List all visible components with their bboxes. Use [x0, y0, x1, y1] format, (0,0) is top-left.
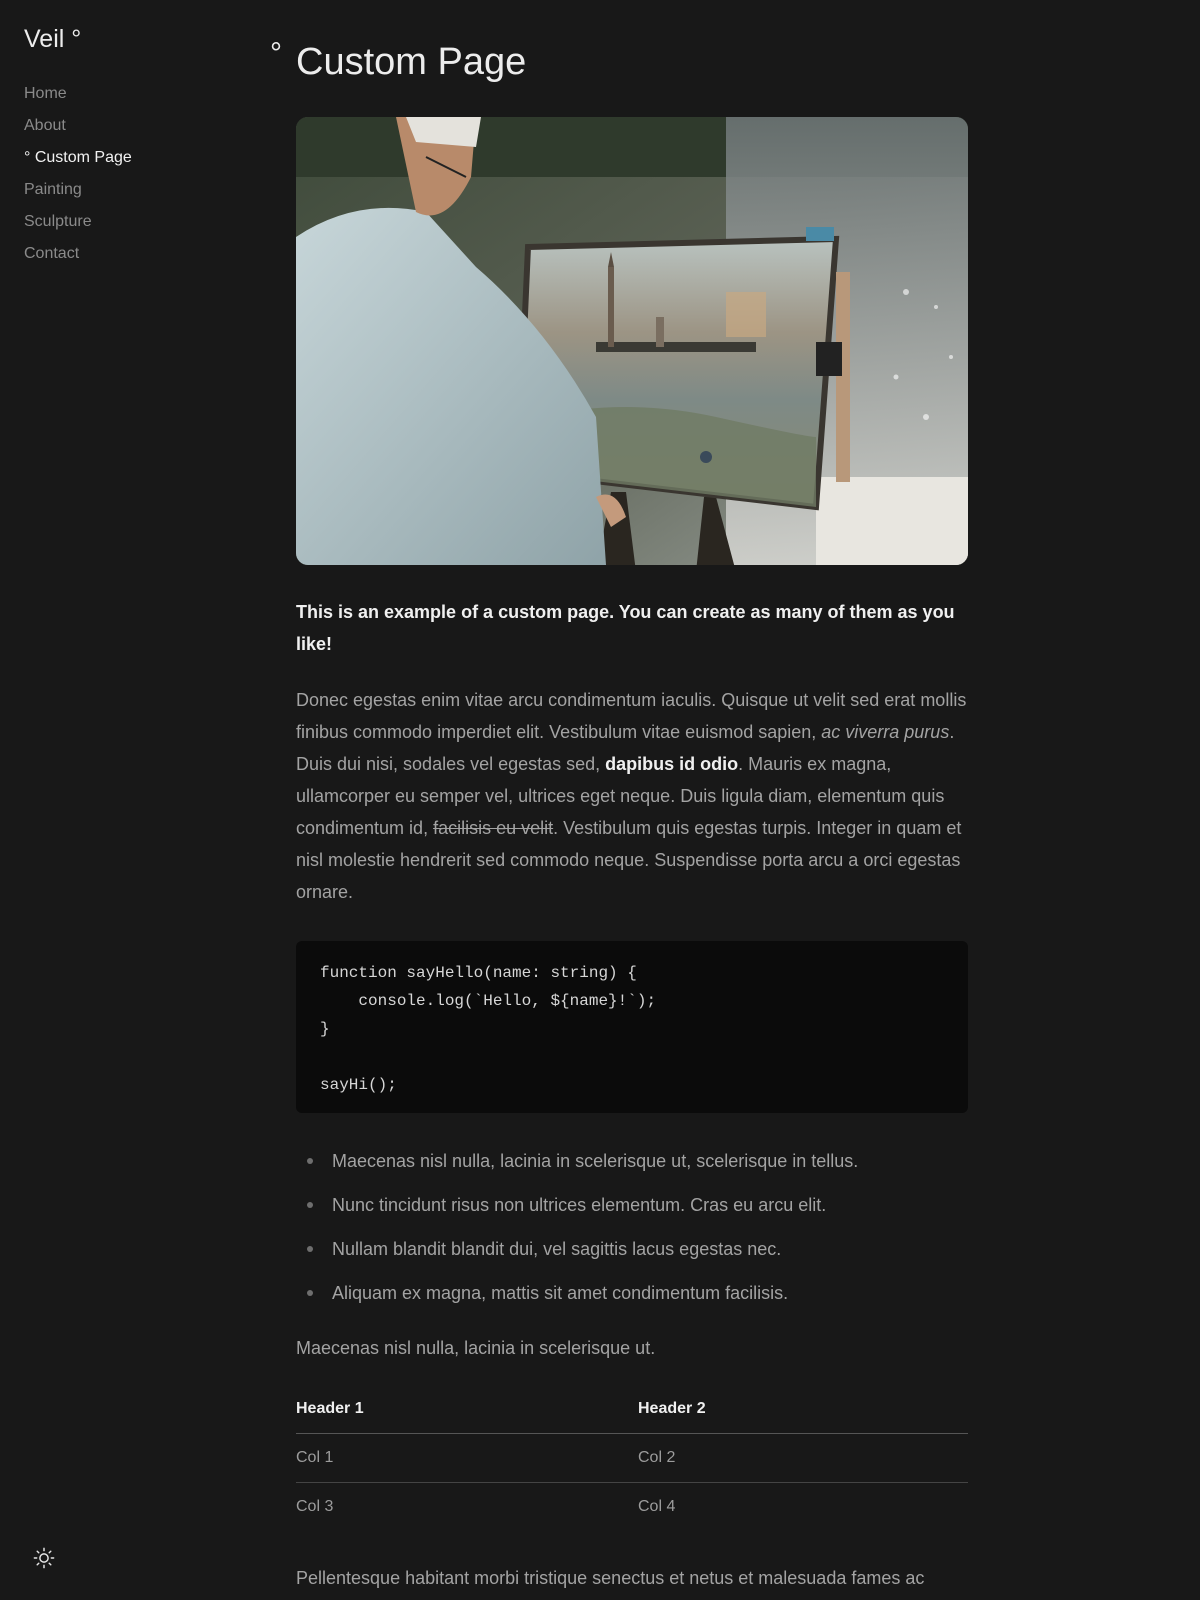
body-bold-text: dapibus id odio	[605, 754, 739, 774]
theme-toggle-button[interactable]	[30, 1544, 58, 1572]
bullet-list	[296, 1139, 968, 1315]
nav-link-home[interactable]: Home	[24, 85, 67, 102]
table-row	[296, 1482, 968, 1531]
table-row	[296, 1433, 968, 1482]
sun-icon	[33, 1547, 55, 1569]
body-italic-text: ac viverra purus	[821, 722, 950, 742]
body-text-4: . Vestibulum quis egestas turpis. Integer in quam et nisl molestie hendrerit sed commodo neque. Suspendisse porta arcu a orci egestas ornare.	[296, 818, 962, 902]
lead-paragraph: This is an example of a custom page. You can create as many of them as you like!	[296, 602, 955, 654]
body-text-2: . Duis dui nisi, sodales vel egestas sed,	[296, 722, 955, 774]
table-header-cell: Header 1	[296, 1385, 638, 1433]
page-title-row	[270, 38, 526, 86]
nav-item-about	[24, 110, 132, 142]
table-cell: Col 4	[638, 1497, 676, 1515]
body-strikethrough-text: facilisis eu velit	[433, 818, 554, 838]
list-item: Maecenas nisl nulla, lacinia in scelerisque ut, scelerisque in tellus.	[296, 1139, 968, 1183]
table-header-cell: Header 2	[638, 1385, 968, 1433]
nav-item-sculpture	[24, 206, 132, 238]
title-degree-mark: °	[270, 37, 282, 70]
site-title[interactable]: Veil °	[24, 25, 82, 53]
nav-link-custom-page[interactable]: ° Custom Page	[24, 149, 132, 166]
code-block: function sayHello(name: string) { console.log(`Hello, ${name}!`); } sayHi();	[296, 941, 968, 1113]
page-title: Custom Page	[296, 41, 527, 83]
hero-image	[296, 117, 968, 565]
nav-link-contact[interactable]: Contact	[24, 245, 80, 262]
data-table	[296, 1385, 968, 1531]
closing-paragraph: Pellentesque habitant morbi tristique senectus et netus et malesuada fames ac	[296, 1568, 925, 1588]
nav-link-sculpture[interactable]: Sculpture	[24, 213, 92, 230]
after-list-paragraph: Maecenas nisl nulla, lacinia in scelerisque ut.	[296, 1338, 656, 1358]
painter-at-easel-photo	[296, 117, 968, 565]
nav-item-home	[24, 78, 132, 110]
nav-item-painting	[24, 174, 132, 206]
table-cell: Col 3	[296, 1497, 334, 1515]
nav-item-contact	[24, 238, 132, 270]
table-header-row	[296, 1385, 968, 1433]
list-item: Nunc tincidunt risus non ultrices elementum. Cras eu arcu elit.	[296, 1183, 968, 1227]
body-text-3: . Mauris ex magna, ullamcorper eu semper vel, ultrices eget neque. Duis ligula diam, elementum quis condimentum id,	[296, 754, 945, 838]
list-item: Aliquam ex magna, mattis sit amet condimentum facilisis.	[296, 1271, 968, 1315]
list-item: Nullam blandit blandit dui, vel sagittis lacus egestas nec.	[296, 1227, 968, 1271]
nav-list	[24, 78, 132, 270]
table-cell: Col 1	[296, 1433, 638, 1482]
table-cell: Col 2	[638, 1433, 968, 1482]
nav-link-about[interactable]: About	[24, 117, 66, 134]
nav-link-painting[interactable]: Painting	[24, 181, 82, 198]
body-text-1: Donec egestas enim vitae arcu condimentum iaculis. Quisque ut velit sed erat mollis finibus commodo imperdiet elit. Vestibulum vitae euismod sapien,	[296, 690, 967, 742]
nav-item-custom-page	[24, 142, 132, 174]
body-paragraph	[296, 684, 968, 908]
